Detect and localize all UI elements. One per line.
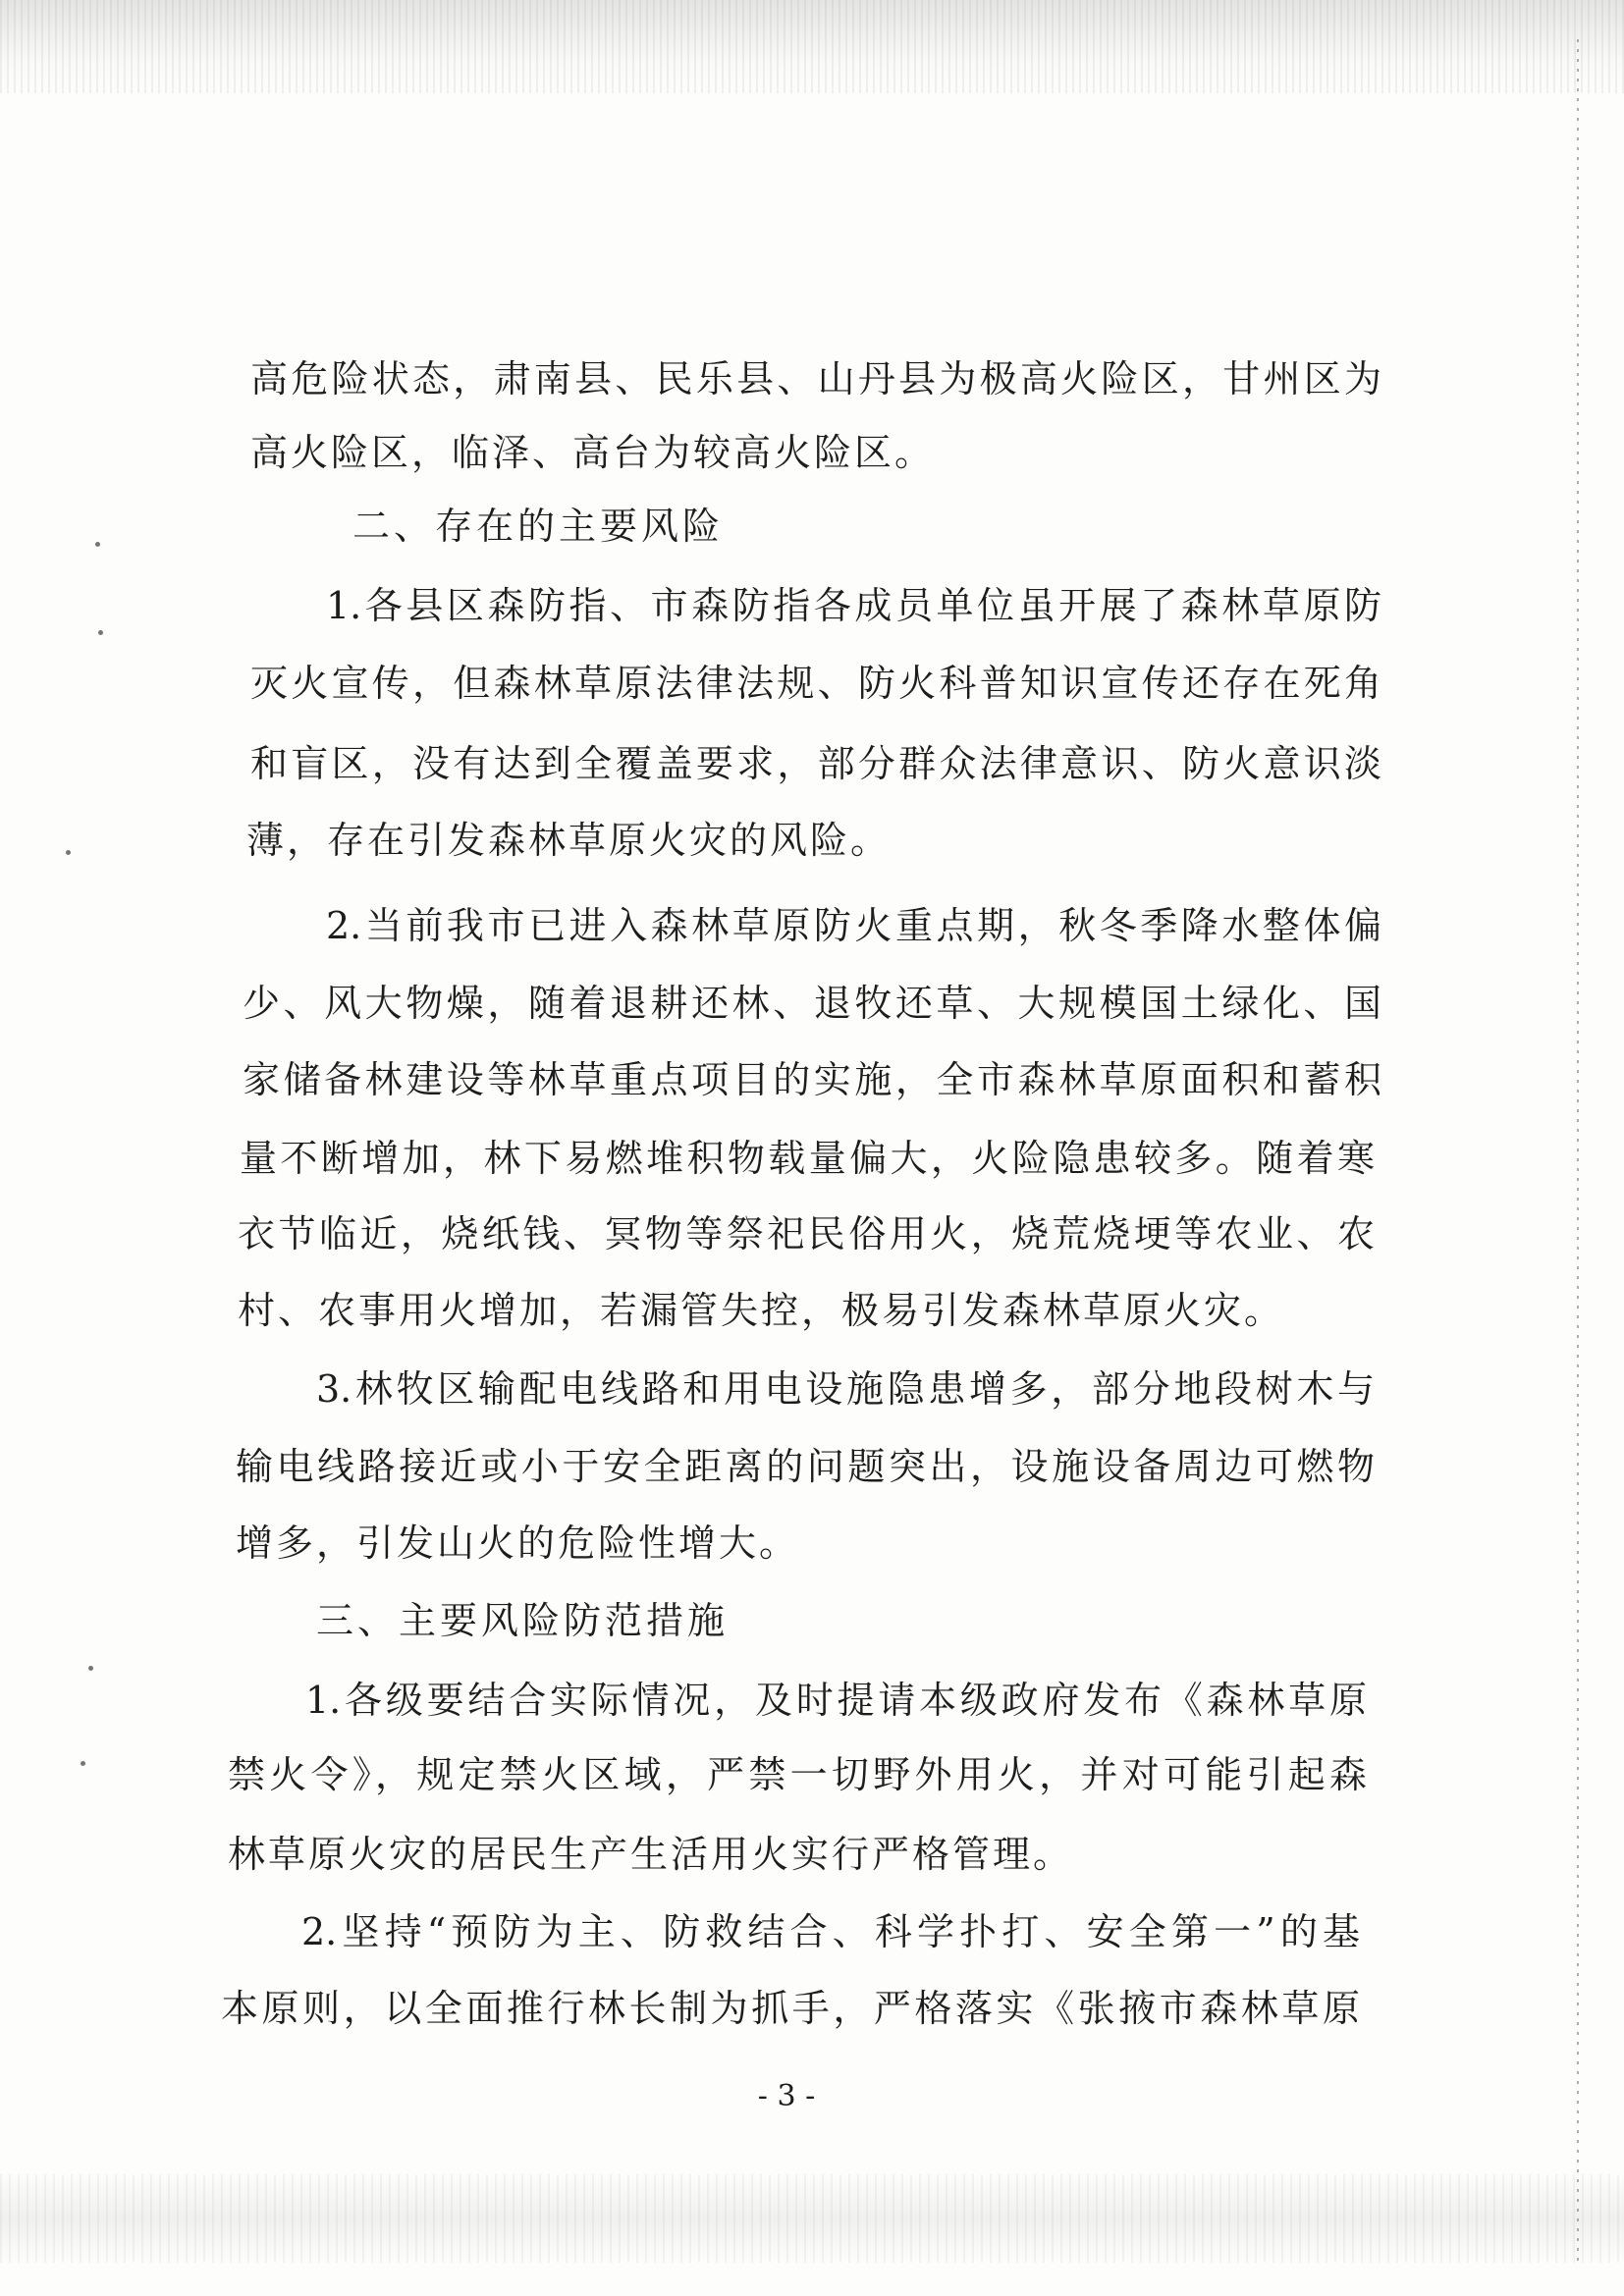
text-line: 和盲区，没有达到全覆盖要求，部分群众法律意识、防火意识淡 xyxy=(250,742,1381,785)
text-line: 增多，引发山火的危险性增大。 xyxy=(236,1522,800,1565)
text-line: 高火险区，临泽、高台为较高火险区。 xyxy=(250,431,936,474)
text-line: 3.林牧区输配电线路和用电设施隐患增多，部分地段树木与 xyxy=(316,1367,1375,1411)
scan-speck xyxy=(88,1666,93,1671)
scan-speck xyxy=(81,1761,85,1766)
scan-speck xyxy=(66,850,71,855)
text-line: 量不断增加，林下易燃堆积物载量偏大，火险隐患较多。随着寒 xyxy=(240,1137,1375,1180)
text-line: 薄，存在引发森林草原火灾的风险。 xyxy=(246,819,892,862)
text-line: 本原则，以全面推行林长制为抓手，严格落实《张掖市森林草原 xyxy=(221,1987,1360,2030)
section-heading: 三、主要风险防范措施 xyxy=(316,1599,730,1642)
text-line: 村、农事用火增加，若漏管失控，极易引发森林草原火灾。 xyxy=(238,1289,1285,1332)
text-line: 高危险状态，肃南县、民乐县、山丹县为极高火险区，甘州区为 xyxy=(250,357,1381,400)
text-line: 输电线路接近或小于安全距离的问题突出，设施设备周边可燃物 xyxy=(236,1445,1375,1488)
text-line: 林草原火灾的居民生产生活用火实行严格管理。 xyxy=(228,1833,1074,1876)
text-line: 灭火宣传，但森林草原法律法规、防火科普知识宣传还存在死角 xyxy=(250,662,1381,705)
text-line: 禁火令》，规定禁火区域，严禁一切野外用火，并对可能引起森 xyxy=(228,1753,1367,1796)
text-line: 1.各级要结合实际情况，及时提请本级政府发布《森林草原 xyxy=(305,1679,1367,1722)
section-heading: 二、存在的主要风险 xyxy=(352,505,725,548)
scan-speck xyxy=(98,630,103,635)
text-line: 家储备林建设等林草重点项目的实施，全市森林草原面积和蓄积 xyxy=(243,1058,1381,1101)
text-line: 2.坚持“预防为主、防救结合、科学扑打、安全第一”的基 xyxy=(301,1910,1360,1953)
text-line: 2.当前我市已进入森林草原防火重点期，秋冬季降水整体偏 xyxy=(326,904,1381,947)
scan-noise-top xyxy=(0,0,1624,93)
text-line: 衣节临近，烧纸钱、冥物等祭祀民俗用火，烧荒烧埂等农业、农 xyxy=(238,1212,1375,1255)
text-line: 少、风大物燥，随着退耕还林、退牧还草、大规模国土绿化、国 xyxy=(243,982,1381,1025)
scan-edge-right xyxy=(1577,39,1579,2268)
scan-speck xyxy=(95,542,100,547)
scan-noise-bottom xyxy=(0,2174,1624,2263)
page-number: - 3 - xyxy=(757,2079,816,2113)
text-line: 1.各县区森防指、市森防指各成员单位虽开展了森林草原防 xyxy=(326,584,1381,627)
